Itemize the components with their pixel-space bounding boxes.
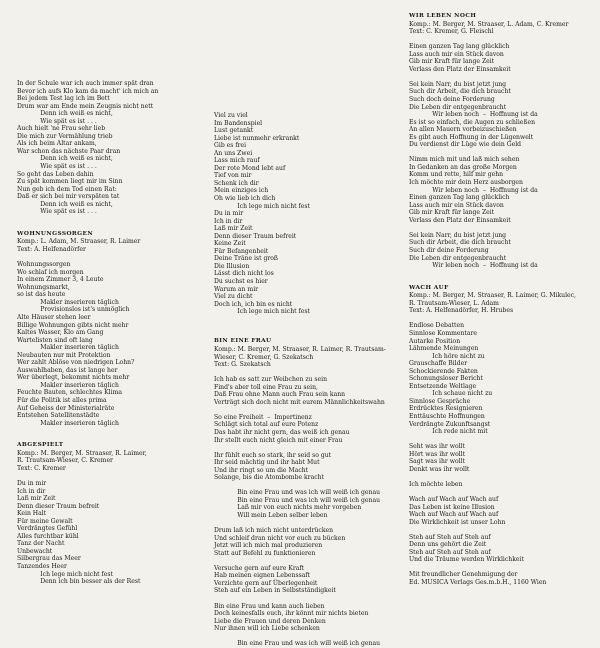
song-title-wohnungssorgen: WOHNUNGSSORGEN <box>17 230 94 237</box>
lyric-line: Wer überlegt, bekommt nichts mehr <box>17 374 130 382</box>
lyric-line: Nun geb ich dem Tod einen Rat: <box>17 185 117 193</box>
lyric-line: War schon das nächste Paar dran <box>17 147 121 155</box>
song-credits <box>409 292 589 315</box>
lyric-line: Ich schaue nicht zu <box>409 390 493 398</box>
lyric-line: Ich möchte mir dein Herz ausborgen <box>409 179 523 187</box>
lyric-line <box>409 526 589 534</box>
lyric-line: Kaltes Wasser, Klo am Gang <box>17 329 104 337</box>
lyric-line: Hab meinen eignen Lebenssaft <box>214 572 311 580</box>
lyric-line: Doch ich, ich bin es nicht <box>214 300 293 308</box>
lyric-line: Tanzendes Heer <box>17 563 67 570</box>
lyric-line: Ich lege mich nicht fest <box>17 570 113 578</box>
lyric-line: Bin eine Frau und kann auch lieben <box>214 602 325 610</box>
lyric-line: Ich in dir <box>214 217 243 225</box>
lyric-line: Einen ganzen Tag lang glücklich <box>409 43 510 51</box>
lyric-line: Lust getankt <box>214 127 254 135</box>
lyric-line: Versuche gern auf eure Kraft <box>214 564 305 572</box>
lyric-line: Denn dieser Traum befreit <box>214 232 297 240</box>
lyric-line <box>214 482 399 490</box>
lyric-line: Erdrücktes Resignieren <box>409 405 483 413</box>
lyric-line: Hört was ihr wollt <box>409 450 466 458</box>
credit-line: Text: A. Helfenadörfer, H. Hrubes <box>409 307 514 315</box>
lyric-line: Warum an mir <box>214 285 259 293</box>
lyric-line: Bin eine Frau und was ich will weiß ich genau <box>214 640 381 648</box>
lyric-line: Such dir Arbeit, die dich braucht <box>409 239 511 247</box>
lyric-line: Der rote Mond lebt auf <box>214 164 286 172</box>
lyric-line: Schenk ich dir <box>214 179 259 187</box>
lyric-line: Für Befangenheit <box>214 247 269 255</box>
song-lyrics-abgespielt-continued <box>214 112 399 316</box>
lyric-line: Für die Politik ist alles prima <box>17 396 107 404</box>
lyric-line: Denn ich weiß es nicht, <box>17 155 113 163</box>
lyric-line: Ihr fühlt euch so stark, ihr seid so gut <box>214 451 332 459</box>
song-lyrics-wohnungssorgen <box>17 261 167 427</box>
lyric-line: Ich rede nicht mit <box>409 428 488 436</box>
lyric-line <box>214 557 399 565</box>
lyric-line: Lässt dich nicht los <box>214 270 274 278</box>
song-title-wach-auf: WACH AUF <box>409 284 449 291</box>
credit-line: Text: C. Kremer, G. Fleischl <box>409 28 494 36</box>
lyric-line: Das habt ihr nicht gern, das weiß ich genau <box>214 428 350 436</box>
lyric-line: so ist das heute <box>17 291 66 299</box>
lyric-line: Wir leben noch – Hoffnung ist da <box>409 186 538 194</box>
lyric-line: Lass mich rauf <box>214 157 260 165</box>
lyric-line: Ich lege mich nicht fest <box>214 202 310 210</box>
lyric-line: Komm und rette, hilf mir gehn <box>409 171 504 179</box>
lyric-line: Such dir Arbeit, die dich braucht <box>409 88 511 96</box>
lyric-line: Das Leben ist keine Illusion <box>409 503 495 511</box>
lyric-line: Will mein Leben selber leben <box>214 511 328 519</box>
lyric-line: Im Bandenspiel <box>214 119 263 127</box>
credit-line: Komp.: M. Berger, M. Straaser, R. Laimer, G. Mikulec, <box>409 292 576 300</box>
lyric-line: Wie spät es ist . . . <box>17 208 97 216</box>
lyric-line: Alte Häuser stehen leer <box>17 313 91 321</box>
column-left <box>17 80 167 586</box>
lyric-line: Bin eine Frau und was ich will weiß ich genau <box>214 489 381 497</box>
lyric-line: An uns Zwei <box>214 149 253 157</box>
lyric-line <box>214 595 399 603</box>
lyric-line: Auf Geheiss der Ministerialräte <box>17 404 115 412</box>
lyric-line <box>409 473 589 481</box>
song-credits <box>17 450 167 473</box>
lyric-line: Auswahlhaben, das ist lange her <box>17 366 118 374</box>
lyric-line: Wie spät es ist . . . <box>17 163 97 171</box>
lyric-line: Denn dieser Traum befreit <box>17 502 100 510</box>
song-title-bin-eine-frau: BIN EINE FRAU <box>214 338 272 345</box>
lyric-line: An allen Mauern vorbeizuschießen <box>409 126 517 134</box>
lyric-line: Viel zu dicht <box>214 293 253 301</box>
lyric-line: Verdrängte Zukunftsangst <box>409 420 491 428</box>
lyric-line: Sagt was ihr wollt <box>409 458 465 466</box>
lyric-line: Für meine Gewalt <box>17 517 73 525</box>
credit-line: Komp.: M. Berger, M. Straaser, R. Laimer, R. Trautsam- <box>214 345 386 353</box>
lyric-line: Die Leben dir entgegenbraucht <box>409 254 507 262</box>
lyric-line: Find's aber toll eine Frau zu sein, <box>214 383 318 391</box>
lyric-line: Nur ihnen will ich Liebe schenken <box>214 625 320 633</box>
credit-line: Wieser, C. Kremer, G. Szekatsch <box>214 353 314 361</box>
lyric-line: Denn ich weiß es nicht, <box>17 110 113 118</box>
lyric-line: Lähmende Meinungen <box>409 345 479 353</box>
lyric-line: Ihr seid mächtig und ihr habt Mut <box>214 459 320 467</box>
lyric-line: In der Schule war ich auch immer spät dran <box>17 80 154 87</box>
lyric-line: Verträgt sich doch nicht mit eurem Männlichkeitswahn <box>214 398 385 406</box>
lyric-line: Wir leben noch – Hoffnung ist da <box>409 262 538 270</box>
lyric-line: Denn ich weiß es nicht, <box>17 200 113 208</box>
lyric-line <box>214 520 399 528</box>
lyric-line: Liebe ist nunmehr erkrankt <box>214 134 300 142</box>
lyric-line: Tanz der Nacht <box>17 540 65 548</box>
lyric-line: Verlass den Platz der Einsamkeit <box>409 216 511 224</box>
lyric-line: Auch hielt 'ne Frau sehr lieb <box>17 125 106 133</box>
lyric-line: Denn ich bin besser als der Rest <box>17 578 141 586</box>
lyric-line: Gib mir Kraft für lange Zeit <box>409 209 495 217</box>
lyric-line: Ich möchte leben <box>409 480 463 488</box>
lyric-line: Einen ganzen Tag lang glücklich <box>409 194 510 202</box>
lyric-line: Seht was ihr wollt <box>409 443 465 451</box>
credit-line: R. Trautsam-Wieser, L. Adam <box>409 299 499 307</box>
lyric-line: Doch keinesfalls euch, ihr könnt mir nichts bieten <box>214 610 369 618</box>
lyric-line: Verlass den Platz der Einsamkeit <box>409 65 511 73</box>
lyric-line: Wie spät es ist . . . <box>17 117 97 125</box>
lyric-line: Schockierende Fakten <box>409 367 478 375</box>
lyric-line: Du in mir <box>214 210 244 218</box>
lyric-line: Drum laß ich mich nicht unterdrücken <box>214 527 334 535</box>
lyric-line: Statt auf Befehl zu funktionieren <box>214 549 316 557</box>
lyric-line: Als ich beim Altar ankam, <box>17 140 97 148</box>
lyric-line: Nimm mich mit und laß mich sehen <box>409 156 520 164</box>
lyric-line <box>214 633 399 641</box>
credit-line: Text: G. Szekatsch <box>214 361 271 369</box>
lyric-line: Es ist so einfach, die Augen zu schließen <box>409 118 536 126</box>
lyric-line: Schonungsloser Bericht <box>409 375 483 383</box>
lyric-line: Deine Träne ist groß <box>214 255 279 263</box>
lyric-line: Daß er sich bei mir verspäten tat <box>17 193 120 201</box>
lyric-line: Makler inserieren täglich <box>17 298 119 306</box>
lyric-line: Feuchte Bauten, schlechtes Klima <box>17 389 122 397</box>
lyric-line: Sei kein Narr, du bist jetzt jung <box>409 231 507 239</box>
lyric-line <box>409 488 589 496</box>
lyric-line: Such doch deine Forderung <box>409 96 495 104</box>
lyric-line: Gib mir Kraft für lange Zeit <box>409 58 495 66</box>
lyric-line: Kein Halt <box>17 510 47 518</box>
lyric-line: Ich hab es satt zur Weibchen zu sein <box>214 376 328 384</box>
lyric-line: Laß mir Zeit <box>214 225 253 233</box>
lyric-line: Die mich zur Vermählung trieb <box>17 132 113 140</box>
lyric-line: Daß Frau ohne Mann auch Frau sein kann <box>214 391 346 399</box>
song-credits <box>409 21 589 36</box>
lyric-line: Provisionslos ist's unmöglich <box>17 306 130 314</box>
lyric-line: Verzichte gern auf Überlegenheit <box>214 579 318 587</box>
lyric-line: Die Illusion <box>214 262 250 270</box>
lyric-line: Endlose Debatten <box>409 322 465 330</box>
lyric-line: Ihr stellt euch nicht gleich mit einer Frau <box>214 436 343 444</box>
lyric-line: Laß mir von euch nichts mehr vorgeben <box>214 504 362 512</box>
lyric-line: Du verdienst dir Lüge wie dein Geld <box>409 141 522 149</box>
column-middle <box>214 112 399 648</box>
lyric-line: Lass auch mir ein Stück davon <box>409 201 504 209</box>
credit-line: Komp.: M. Berger, M. Straaser, R. Laimer, <box>17 449 147 457</box>
lyric-line: Mein einziges ich <box>214 187 269 195</box>
song-lyrics-wir-leben-noch <box>409 43 589 269</box>
song-credits <box>214 346 399 369</box>
lyric-line: Enttäuschte Hoffnungen <box>409 412 485 420</box>
lyric-line: Du suchst es hier <box>214 278 268 286</box>
lyric-line: Jetzt will ich mich mal produzieren <box>214 542 323 550</box>
lyric-line: Oh wie lieb ich dich <box>214 195 276 203</box>
lyric-line <box>409 224 589 232</box>
lyric-line: Autarke Position <box>409 337 461 345</box>
lyric-line: Bei jedem Test lag ich im Bett <box>17 95 110 103</box>
lyric-line: In einem Zimmer 3, 4 Leute <box>17 276 104 284</box>
lyric-line: Sinnlose Kommentare <box>409 329 478 337</box>
lyric-line: Alles furchtbar kühl <box>17 532 79 540</box>
song-title-wir-leben-noch: WIR LEBEN NOCH <box>409 13 477 19</box>
lyric-line: Wach auf Wach auf Wach auf <box>409 511 499 519</box>
lyric-line: Such dir deine Forderung <box>409 246 489 254</box>
lyric-line <box>409 73 589 81</box>
lyric-line: Silbergrau das Meer <box>17 555 81 563</box>
lyric-line: Neubauten nur mit Protektion <box>17 351 111 359</box>
lyric-line: Wach auf Wach auf Wach auf <box>409 496 499 503</box>
song-lyrics-bin-eine-frau <box>214 376 399 648</box>
lyric-line: So eine Freiheit – Impertinenz <box>214 413 312 421</box>
lyric-line: Die Leben dir entgegenbraucht <box>409 103 507 111</box>
lyric-line: Wer zahlt Ablöse von niedrigen Lohn? <box>17 359 135 367</box>
lyric-line: Sei kein Narr, du bist jetzt jung <box>409 80 507 88</box>
lyric-line: Solange, bis die Atombombe kracht <box>214 474 325 482</box>
lyric-line: Ich höre nicht zu <box>409 352 485 360</box>
lyric-line: Grauschaffe Bilder <box>409 360 468 368</box>
lyric-line <box>409 436 589 444</box>
lyric-line: Zu spät kommen liegt mir im Sinn <box>17 178 123 186</box>
lyric-line: Ich in dir <box>17 487 46 495</box>
lyric-line: Und schleif dran nicht vor euch zu bücken <box>214 534 346 542</box>
poem-verses <box>17 80 167 216</box>
lyric-line: Viel zu viel <box>214 112 248 119</box>
lyric-line: Keine Zeit <box>214 240 246 248</box>
copyright-line: Ed. MUSICA Verlags Ges.m.b.H., 1160 Wien <box>409 579 547 587</box>
credit-line: Text: A. Helfenadörfer <box>17 246 86 254</box>
lyric-line: Sinnlose Gespräche <box>409 397 471 405</box>
lyric-line: So geht das Leben dahin <box>17 170 94 178</box>
lyric-line: Denkt was ihr wollt <box>409 465 470 473</box>
lyric-line: Bevor ich aufs Klo kam da macht' ich mich an <box>17 87 159 95</box>
lyric-line: Wohnungsmarkt, <box>17 283 70 291</box>
song-lyrics-wach-auf <box>409 322 589 564</box>
lyric-line: Entsetzende Weltlage <box>409 382 477 390</box>
lyric-line: Unbewacht <box>17 547 53 555</box>
lyric-line: Denn uns gehört die Zeit <box>409 541 487 549</box>
lyric-line: Schlägt sich total auf eure Potenz <box>214 421 319 429</box>
lyric-line: Und die Träume werden Wirklichkeit <box>409 556 524 564</box>
copyright-line: Mit freundlicher Genehmigung der <box>409 571 518 579</box>
lyric-line <box>214 406 399 414</box>
lyric-line: Steh auf Steh auf Steh auf <box>409 548 491 556</box>
lyric-line: Entstehen Satellitenstädte <box>17 412 100 420</box>
credit-line: R. Trautsam-Wieser, C. Kremer <box>17 457 113 465</box>
lyric-line: Steh auf ein Leben in Selbstständigkeit <box>214 587 336 595</box>
lyric-line: Tief von mir <box>214 172 252 180</box>
credit-line: Komp.: M. Berger, M. Straaser, L. Adam, C. Kremer <box>409 20 569 28</box>
copyright-notice <box>409 571 589 586</box>
lyric-line: Verdrängtes Gefühl <box>17 525 78 533</box>
lyric-line: Wohnungssorgen <box>17 261 71 269</box>
song-lyrics-abgespielt <box>17 480 167 586</box>
lyric-line: Liebe die Frauen und deren Denken <box>214 617 326 625</box>
credit-line: Text: C. Kremer <box>17 464 66 472</box>
lyric-line: Laß mir Zeit <box>17 495 56 503</box>
lyric-line: Lass auch mir ein Stück davon <box>409 50 504 58</box>
lyric-line: Wo schlaf ich morgen <box>17 268 84 276</box>
lyric-line: Billige Wohnungen gibts nicht mehr <box>17 321 129 329</box>
lyric-line: Gib es frei <box>214 142 247 150</box>
lyric-line: Makler inserieren täglich <box>17 381 119 389</box>
lyric-line: Ich lege mich nicht fest <box>214 308 310 316</box>
lyric-line: Bin eine Frau und was ich will weiß ich genau <box>214 496 381 504</box>
lyric-line: Makler inserieren täglich <box>17 344 119 352</box>
lyric-line <box>214 444 399 452</box>
credit-line: Komp.: L. Adam, M. Straaser, R. Laimer <box>17 238 141 246</box>
lyric-line: Wir leben noch – Hoffnung ist da <box>409 111 538 119</box>
lyric-line: Und ihr ringt so um die Macht <box>214 466 309 474</box>
lyric-line: In Gedanken an das große Morgen <box>409 163 517 171</box>
column-right <box>409 13 589 587</box>
lyric-line: Steh auf Steh auf Steh auf <box>409 533 491 541</box>
lyric-line: Es gibt auch Hoffnung in der Lügenwelt <box>409 133 534 141</box>
lyric-line: Drum war am Ende mein Zeugnis nicht nett <box>17 102 154 110</box>
lyric-line <box>409 149 589 157</box>
lyric-line: Makler inserieren täglich <box>17 419 119 427</box>
song-credits <box>17 238 167 253</box>
lyric-line: Wartelisten sind oft lang <box>17 336 93 344</box>
lyric-line: Die Wirklichkeit ist unser Lohn <box>409 518 506 526</box>
song-title-abgespielt: ABGESPIELT <box>17 442 64 449</box>
lyric-line: Du in mir <box>17 479 47 487</box>
